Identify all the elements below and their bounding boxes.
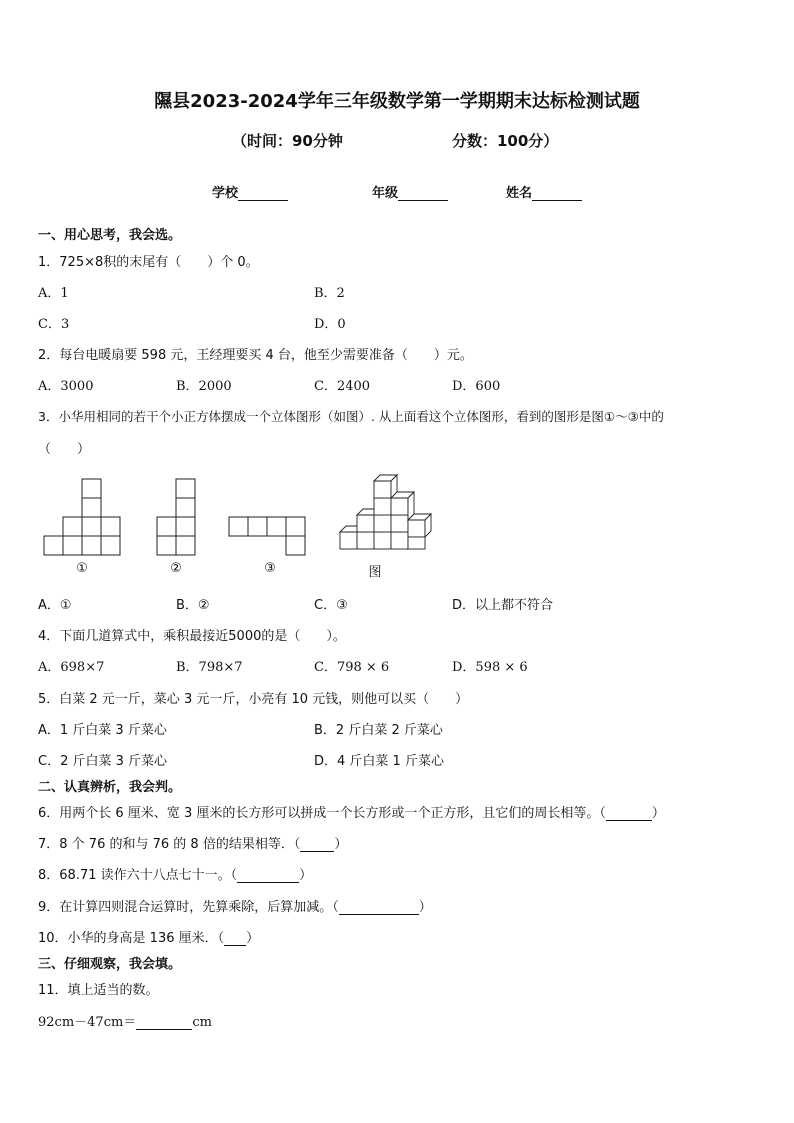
question-9: [38, 896, 432, 915]
section-2-heading: 二、认真辨析，我会判。: [38, 780, 182, 795]
q4-option-a[interactable]: A．698×7: [38, 660, 105, 675]
q7-answer-blank[interactable]: [300, 838, 334, 852]
q1-option-b[interactable]: B．2: [314, 286, 345, 301]
page-title: 隰县2023-2024学年三年级数学第一学期期末达标检测试题: [154, 91, 640, 112]
q4-option-c[interactable]: C．798 × 6: [314, 660, 390, 675]
q11-answer-blank[interactable]: [136, 1016, 192, 1030]
fig-label-3: ③: [264, 561, 276, 576]
view-figure-1: [44, 479, 120, 555]
question-1: 1．725×8积的末尾有（ ）个 0。: [38, 255, 259, 270]
q10-text: 10．小华的身高是 136 厘米．（: [38, 931, 225, 946]
question-3-figures: [38, 470, 458, 585]
question-6: [38, 802, 665, 821]
section-3-heading: 三、仔细观察，我会填。: [38, 957, 182, 972]
q10-end: ）: [246, 931, 260, 946]
q1-option-d[interactable]: D．0: [314, 317, 346, 332]
q3-option-d[interactable]: D．以上都不符合: [452, 598, 554, 613]
name-blank[interactable]: [532, 186, 582, 201]
q8-text: 8．68.71 读作六十八点七十一。（: [38, 868, 238, 883]
q6-text: 6．用两个长 6 厘米、宽 3 厘米的长方形可以拼成一个长方形或一个正方形，且它们的周长相等。（: [38, 806, 606, 821]
q8-end: ）: [299, 868, 313, 883]
q2-option-b[interactable]: B．2000: [176, 379, 232, 394]
q2-option-a[interactable]: A．3000: [38, 379, 94, 394]
q9-end: ）: [418, 900, 432, 915]
school-field[interactable]: [212, 182, 288, 201]
question-8: [38, 864, 312, 883]
q6-answer-blank[interactable]: [606, 807, 652, 821]
question-3-blank: （ ）: [38, 442, 91, 457]
grade-field[interactable]: [372, 182, 448, 201]
q11-expr: 92cm－47cm＝: [38, 1015, 137, 1030]
q4-option-d[interactable]: D．598 × 6: [452, 660, 528, 675]
q5-option-c[interactable]: C．2 斤白菜 3 斤菜心: [38, 754, 168, 769]
q9-answer-blank[interactable]: [339, 901, 419, 915]
fig-label-solid: 图: [368, 565, 382, 580]
view-figure-2: [157, 479, 195, 555]
question-2: 2．每台电暖扇要 598 元，王经理要买 4 台，他至少需要准备（ ）元。: [38, 348, 473, 363]
q1-option-c[interactable]: C．3: [38, 317, 70, 332]
q8-answer-blank[interactable]: [237, 869, 299, 883]
view-figure-3: [229, 517, 305, 555]
q7-text: 7．8 个 76 的和与 76 的 8 倍的结果相等．（: [38, 837, 301, 852]
name-label: 姓名: [506, 186, 533, 201]
question-3: 3．小华用相同的若干个小正方体摆成一个立体图形（如图）. 从上面看这个立体图形，看到的图形是图①～③中的: [38, 409, 664, 424]
fig-label-1: ①: [76, 561, 88, 576]
q5-option-a[interactable]: A．1 斤白菜 3 斤菜心: [38, 723, 167, 738]
school-label: 学校: [212, 186, 239, 201]
q7-end: ）: [334, 837, 348, 852]
q3-option-b[interactable]: B．②: [176, 598, 210, 613]
q5-option-b[interactable]: B．2 斤白菜 2 斤菜心: [314, 723, 443, 738]
q2-option-c[interactable]: C．2400: [314, 379, 371, 394]
grade-label: 年级: [372, 186, 399, 201]
q1-option-a[interactable]: A．1: [38, 286, 69, 301]
exam-time: （时间：90分钟: [232, 132, 343, 150]
grade-blank[interactable]: [398, 186, 448, 201]
q10-answer-blank[interactable]: [224, 932, 246, 946]
cube-views-svg: [38, 470, 458, 560]
q6-end: ）: [651, 806, 665, 821]
section-1-heading: 一、用心思考，我会选。: [38, 228, 182, 243]
question-7: [38, 833, 347, 852]
q3-option-c[interactable]: C．③: [314, 598, 348, 613]
q3-option-a[interactable]: A．①: [38, 598, 72, 613]
name-field[interactable]: [506, 182, 582, 201]
exam-score: 分数：100分）: [452, 132, 559, 150]
q2-option-d[interactable]: D．600: [452, 379, 501, 394]
q11-unit: cm: [192, 1015, 212, 1030]
q9-text: 9．在计算四则混合运算时，先算乘除，后算加减。（: [38, 900, 339, 915]
fig-label-2: ②: [170, 561, 182, 576]
question-4: 4．下面几道算式中，乘积最接近5000的是（ ）。: [38, 629, 346, 644]
school-blank[interactable]: [238, 186, 288, 201]
question-10: [38, 927, 259, 946]
question-11: 11．填上适当的数。: [38, 983, 159, 998]
solid-figure: [340, 475, 431, 549]
question-11-expression: [38, 1011, 212, 1030]
q4-option-b[interactable]: B．798×7: [176, 660, 243, 675]
q5-option-d[interactable]: D．4 斤白菜 1 斤菜心: [314, 754, 444, 769]
question-5: 5．白菜 2 元一斤，菜心 3 元一斤，小亮有 10 元钱，则他可以买（ ）: [38, 692, 469, 707]
